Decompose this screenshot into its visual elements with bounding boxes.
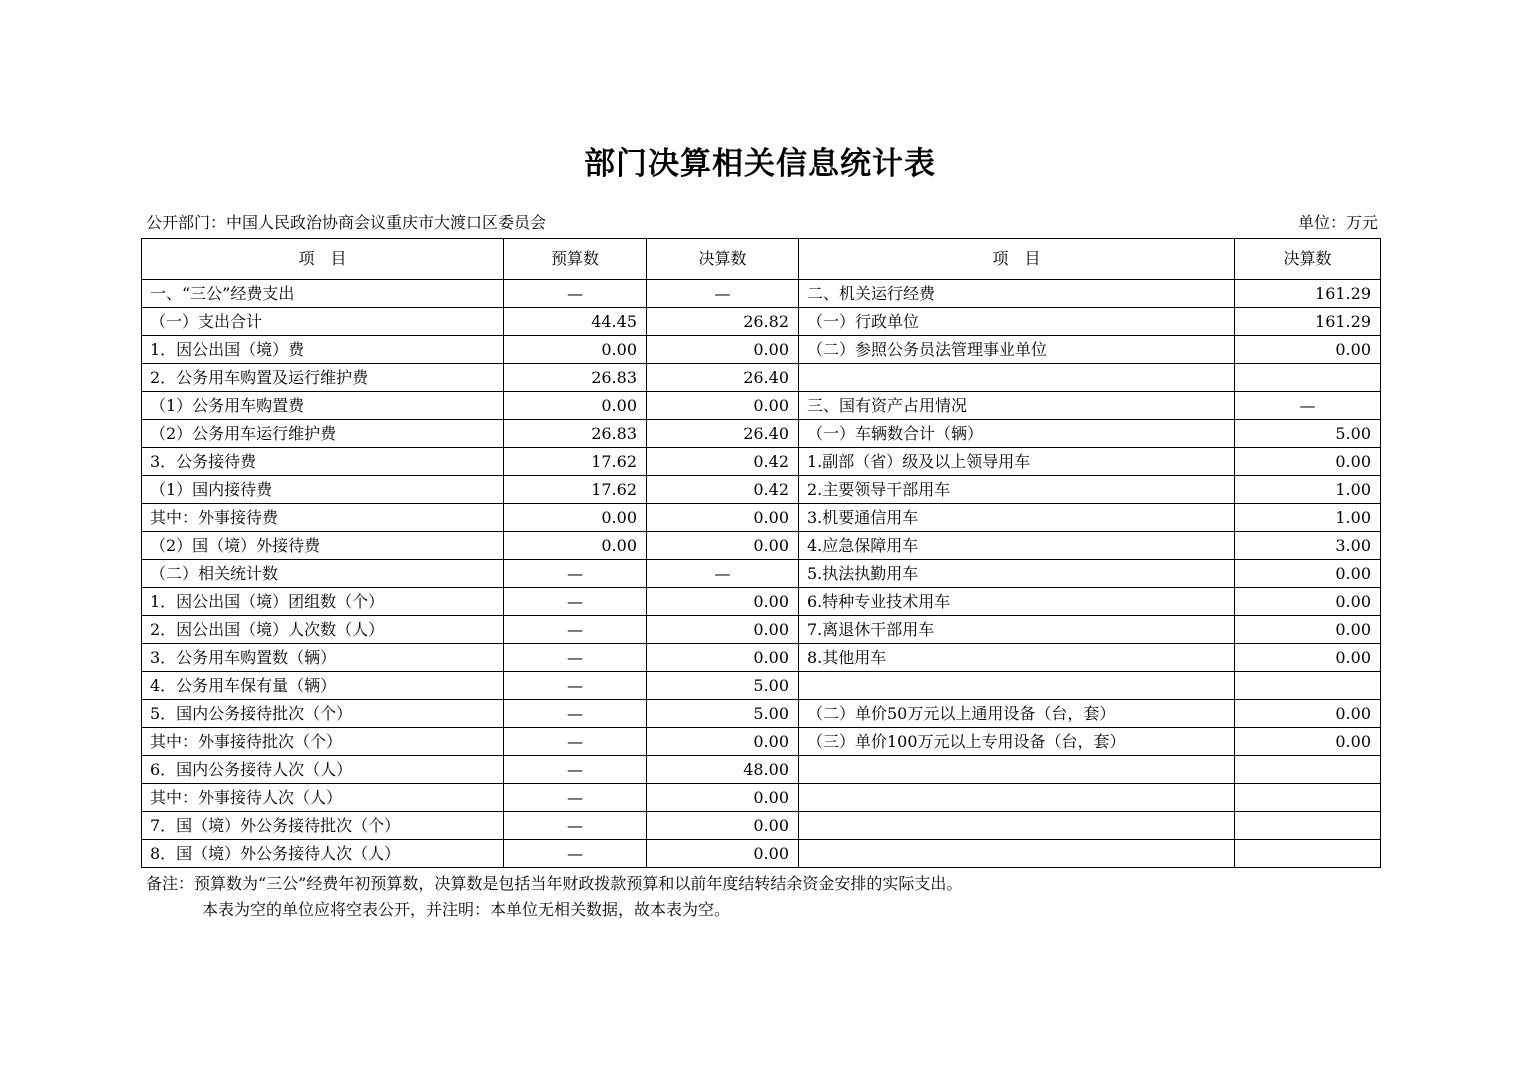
cell-item-right: 6.特种专业技术用车 xyxy=(799,588,1235,616)
cell-item-right xyxy=(799,672,1235,700)
table-row xyxy=(142,756,1381,784)
cell-actual-left: 0.00 xyxy=(647,728,799,756)
cell-actual-right: 1.00 xyxy=(1235,476,1381,504)
cell-budget: — xyxy=(504,588,647,616)
cell-actual-right: 0.00 xyxy=(1235,560,1381,588)
cell-actual-left: 0.00 xyxy=(647,644,799,672)
cell-actual-left: 0.00 xyxy=(647,336,799,364)
notes xyxy=(146,871,962,923)
cell-budget: 17.62 xyxy=(504,448,647,476)
cell-budget: 26.83 xyxy=(504,420,647,448)
cell-actual-right: 0.00 xyxy=(1235,644,1381,672)
department-label: 公开部门：中国人民政治协商会议重庆市大渡口区委员会 xyxy=(146,213,547,232)
cell-actual-left: 26.40 xyxy=(647,364,799,392)
table-row xyxy=(142,672,1381,700)
cell-actual-right xyxy=(1235,672,1381,700)
cell-actual-right: 0.00 xyxy=(1235,336,1381,364)
cell-actual-right xyxy=(1235,364,1381,392)
cell-budget: 0.00 xyxy=(504,336,647,364)
cell-actual-right xyxy=(1235,784,1381,812)
cell-budget: — xyxy=(504,672,647,700)
cell-actual-right: 1.00 xyxy=(1235,504,1381,532)
table-row xyxy=(142,812,1381,840)
cell-actual-left: — xyxy=(647,560,799,588)
cell-actual-left: 0.00 xyxy=(647,588,799,616)
table-row xyxy=(142,476,1381,504)
cell-item-left: 3．公务接待费 xyxy=(142,448,504,476)
note-line: 本表为空的单位应将空表公开，并注明：本单位无相关数据，故本表为空。 xyxy=(202,900,731,919)
cell-actual-left: 26.40 xyxy=(647,420,799,448)
cell-actual-right xyxy=(1235,812,1381,840)
cell-actual-right: 0.00 xyxy=(1235,588,1381,616)
cell-item-left: （1）公务用车购置费 xyxy=(142,392,504,420)
cell-item-right xyxy=(799,364,1235,392)
cell-item-left: 其中：外事接待费 xyxy=(142,504,504,532)
cell-actual-left: 5.00 xyxy=(647,672,799,700)
cell-item-right xyxy=(799,756,1235,784)
cell-actual-right: — xyxy=(1235,392,1381,420)
table-row xyxy=(142,644,1381,672)
cell-item-right: 三、国有资产占用情况 xyxy=(799,392,1235,420)
header-budget: 预算数 xyxy=(504,239,647,280)
cell-budget: — xyxy=(504,560,647,588)
cell-item-left: 3．公务用车购置数（辆） xyxy=(142,644,504,672)
cell-item-left: 6．国内公务接待人次（人） xyxy=(142,756,504,784)
note-line: 备注：预算数为“三公”经费年初预算数，决算数是包括当年财政拨款预算和以前年度结转结余资金安排的实际支出。 xyxy=(146,874,963,893)
cell-budget: — xyxy=(504,700,647,728)
cell-actual-right: 0.00 xyxy=(1235,448,1381,476)
cell-budget: — xyxy=(504,840,647,868)
cell-item-left: 4．公务用车保有量（辆） xyxy=(142,672,504,700)
cell-item-right: 1.副部（省）级及以上领导用车 xyxy=(799,448,1235,476)
cell-item-right: （二）单价50万元以上通用设备（台，套） xyxy=(799,700,1235,728)
cell-actual-left: 0.00 xyxy=(647,840,799,868)
table-row xyxy=(142,532,1381,560)
cell-actual-left: 0.00 xyxy=(647,812,799,840)
cell-item-left: 2．因公出国（境）人次数（人） xyxy=(142,616,504,644)
cell-item-left: 8．国（境）外公务接待人次（人） xyxy=(142,840,504,868)
cell-budget: — xyxy=(504,616,647,644)
cell-item-right: 5.执法执勤用车 xyxy=(799,560,1235,588)
cell-item-right: （二）参照公务员法管理事业单位 xyxy=(799,336,1235,364)
cell-actual-right: 3.00 xyxy=(1235,532,1381,560)
cell-item-left: 7．国（境）外公务接待批次（个） xyxy=(142,812,504,840)
unit-label: 单位：万元 xyxy=(1297,213,1378,232)
cell-actual-left: 0.42 xyxy=(647,448,799,476)
cell-budget: 0.00 xyxy=(504,504,647,532)
cell-item-left: 一、“三公”经费支出 xyxy=(142,280,504,308)
statistics-table xyxy=(141,238,1381,868)
table-row xyxy=(142,588,1381,616)
table-row xyxy=(142,784,1381,812)
cell-budget: — xyxy=(504,784,647,812)
cell-item-left: 2．公务用车购置及运行维护费 xyxy=(142,364,504,392)
cell-budget: — xyxy=(504,728,647,756)
cell-item-right xyxy=(799,784,1235,812)
cell-item-right xyxy=(799,840,1235,868)
cell-item-left: （一）支出合计 xyxy=(142,308,504,336)
cell-actual-left: 0.00 xyxy=(647,616,799,644)
table-row xyxy=(142,840,1381,868)
cell-actual-right: 5.00 xyxy=(1235,420,1381,448)
cell-actual-left: 48.00 xyxy=(647,756,799,784)
cell-item-right xyxy=(799,812,1235,840)
cell-budget: — xyxy=(504,280,647,308)
cell-budget: — xyxy=(504,812,647,840)
cell-item-left: 其中：外事接待人次（人） xyxy=(142,784,504,812)
page-title: 部门决算相关信息统计表 xyxy=(584,146,936,182)
cell-actual-right: 161.29 xyxy=(1235,280,1381,308)
header-actual-left: 决算数 xyxy=(647,239,799,280)
cell-actual-right xyxy=(1235,756,1381,784)
table-row xyxy=(142,560,1381,588)
table-row xyxy=(142,308,1381,336)
cell-item-right: （一）车辆数合计（辆） xyxy=(799,420,1235,448)
cell-budget: 17.62 xyxy=(504,476,647,504)
table-row xyxy=(142,392,1381,420)
table-row xyxy=(142,728,1381,756)
cell-budget: 26.83 xyxy=(504,364,647,392)
table-body xyxy=(142,280,1381,868)
cell-item-right: （一）行政单位 xyxy=(799,308,1235,336)
cell-budget: — xyxy=(504,644,647,672)
cell-actual-left: — xyxy=(647,280,799,308)
cell-item-right: 4.应急保障用车 xyxy=(799,532,1235,560)
cell-actual-left: 0.00 xyxy=(647,784,799,812)
cell-budget: — xyxy=(504,756,647,784)
cell-actual-left: 0.00 xyxy=(647,532,799,560)
cell-item-right: 3.机要通信用车 xyxy=(799,504,1235,532)
cell-item-left: （1）国内接待费 xyxy=(142,476,504,504)
cell-item-left: （二）相关统计数 xyxy=(142,560,504,588)
cell-actual-left: 26.82 xyxy=(647,308,799,336)
table-row xyxy=(142,336,1381,364)
header-actual-right: 决算数 xyxy=(1235,239,1381,280)
cell-budget: 0.00 xyxy=(504,532,647,560)
cell-actual-left: 0.42 xyxy=(647,476,799,504)
cell-actual-left: 5.00 xyxy=(647,700,799,728)
table-row xyxy=(142,420,1381,448)
cell-item-left: 其中：外事接待批次（个） xyxy=(142,728,504,756)
cell-budget: 0.00 xyxy=(504,392,647,420)
table-row xyxy=(142,280,1381,308)
table-header-row xyxy=(142,239,1381,280)
table-row xyxy=(142,448,1381,476)
table-row xyxy=(142,700,1381,728)
cell-item-left: 5．国内公务接待批次（个） xyxy=(142,700,504,728)
header-item-left: 项 目 xyxy=(142,239,504,280)
table-row xyxy=(142,504,1381,532)
cell-item-right: 8.其他用车 xyxy=(799,644,1235,672)
cell-item-left: （2）公务用车运行维护费 xyxy=(142,420,504,448)
cell-budget: 44.45 xyxy=(504,308,647,336)
cell-actual-right: 0.00 xyxy=(1235,728,1381,756)
cell-item-left: 1．因公出国（境）团组数（个） xyxy=(142,588,504,616)
cell-actual-right: 161.29 xyxy=(1235,308,1381,336)
cell-actual-left: 0.00 xyxy=(647,504,799,532)
header-item-right: 项 目 xyxy=(799,239,1235,280)
cell-item-right: （三）单价100万元以上专用设备（台，套） xyxy=(799,728,1235,756)
cell-item-left: （2）国（境）外接待费 xyxy=(142,532,504,560)
cell-item-right: 7.离退休干部用车 xyxy=(799,616,1235,644)
cell-actual-right xyxy=(1235,840,1381,868)
table-row xyxy=(142,364,1381,392)
cell-item-right: 二、机关运行经费 xyxy=(799,280,1235,308)
cell-actual-right: 0.00 xyxy=(1235,616,1381,644)
cell-actual-left: 0.00 xyxy=(647,392,799,420)
table-row xyxy=(142,616,1381,644)
cell-item-right: 2.主要领导干部用车 xyxy=(799,476,1235,504)
cell-item-left: 1．因公出国（境）费 xyxy=(142,336,504,364)
cell-actual-right: 0.00 xyxy=(1235,700,1381,728)
